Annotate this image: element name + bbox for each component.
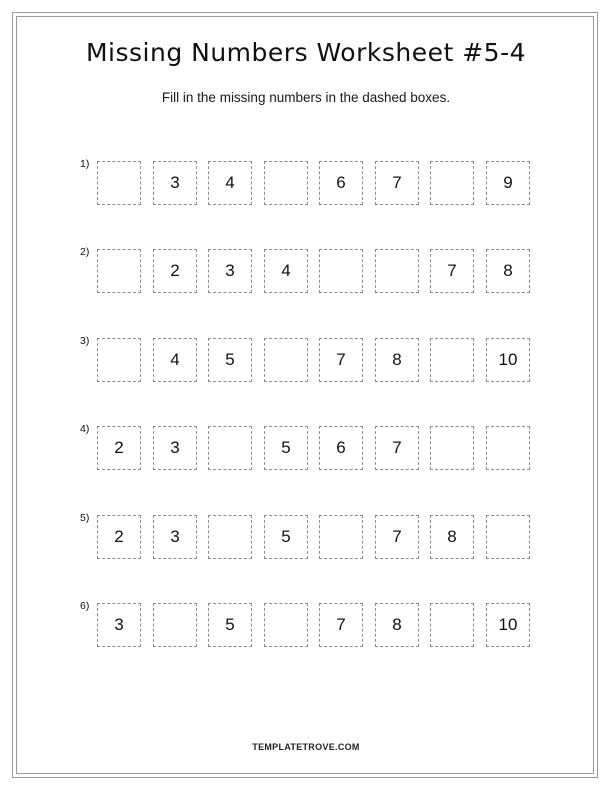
answer-box[interactable] (97, 338, 141, 382)
problem-row (0, 246, 612, 295)
number-box: 8 (375, 338, 419, 382)
number-box: 8 (430, 515, 474, 559)
number-box: 5 (208, 338, 252, 382)
problem-row (0, 512, 612, 561)
answer-box[interactable] (430, 338, 474, 382)
answer-box[interactable] (97, 161, 141, 205)
answer-box[interactable] (430, 426, 474, 470)
number-box: 7 (375, 515, 419, 559)
answer-box[interactable] (319, 249, 363, 293)
answer-box[interactable] (486, 515, 530, 559)
problem-number: 4) (80, 423, 90, 435)
number-box: 10 (486, 603, 530, 647)
number-box: 6 (319, 426, 363, 470)
number-box: 4 (153, 338, 197, 382)
number-box: 3 (153, 426, 197, 470)
number-box: 7 (319, 338, 363, 382)
number-box: 3 (97, 603, 141, 647)
answer-box[interactable] (153, 603, 197, 647)
number-box: 5 (264, 515, 308, 559)
answer-box[interactable] (319, 515, 363, 559)
number-box: 4 (208, 161, 252, 205)
answer-box[interactable] (264, 161, 308, 205)
worksheet-title: Missing Numbers Worksheet #5-4 (85, 38, 527, 67)
number-box: 7 (430, 249, 474, 293)
answer-box[interactable] (208, 515, 252, 559)
number-box: 3 (153, 161, 197, 205)
number-box: 7 (375, 426, 419, 470)
number-box: 8 (375, 603, 419, 647)
answer-box[interactable] (430, 161, 474, 205)
number-box: 2 (97, 426, 141, 470)
number-box: 2 (97, 515, 141, 559)
number-box: 10 (486, 338, 530, 382)
number-box: 2 (153, 249, 197, 293)
answer-box[interactable] (208, 426, 252, 470)
problem-row (0, 335, 612, 384)
problem-row (0, 158, 612, 207)
problem-number: 1) (80, 158, 90, 170)
problem-row (0, 600, 612, 649)
problem-number: 6) (80, 600, 90, 612)
number-box: 4 (264, 249, 308, 293)
number-box: 5 (264, 426, 308, 470)
number-box: 6 (319, 161, 363, 205)
page-border-inner (16, 16, 594, 774)
number-box: 7 (375, 161, 419, 205)
problem-number: 2) (80, 246, 90, 258)
number-box: 8 (486, 249, 530, 293)
number-box: 9 (486, 161, 530, 205)
number-box: 5 (208, 603, 252, 647)
answer-box[interactable] (264, 338, 308, 382)
answer-box[interactable] (97, 249, 141, 293)
answer-box[interactable] (430, 603, 474, 647)
number-box: 3 (153, 515, 197, 559)
footer-site-name: TEMPLATETROVE.COM (252, 742, 360, 752)
problem-number: 3) (80, 335, 90, 347)
number-box: 3 (208, 249, 252, 293)
problem-number: 5) (80, 512, 90, 524)
worksheet-instructions: Fill in the missing numbers in the dashed boxes. (161, 90, 451, 105)
answer-box[interactable] (264, 603, 308, 647)
number-box: 7 (319, 603, 363, 647)
problem-row (0, 423, 612, 472)
answer-box[interactable] (375, 249, 419, 293)
answer-box[interactable] (486, 426, 530, 470)
